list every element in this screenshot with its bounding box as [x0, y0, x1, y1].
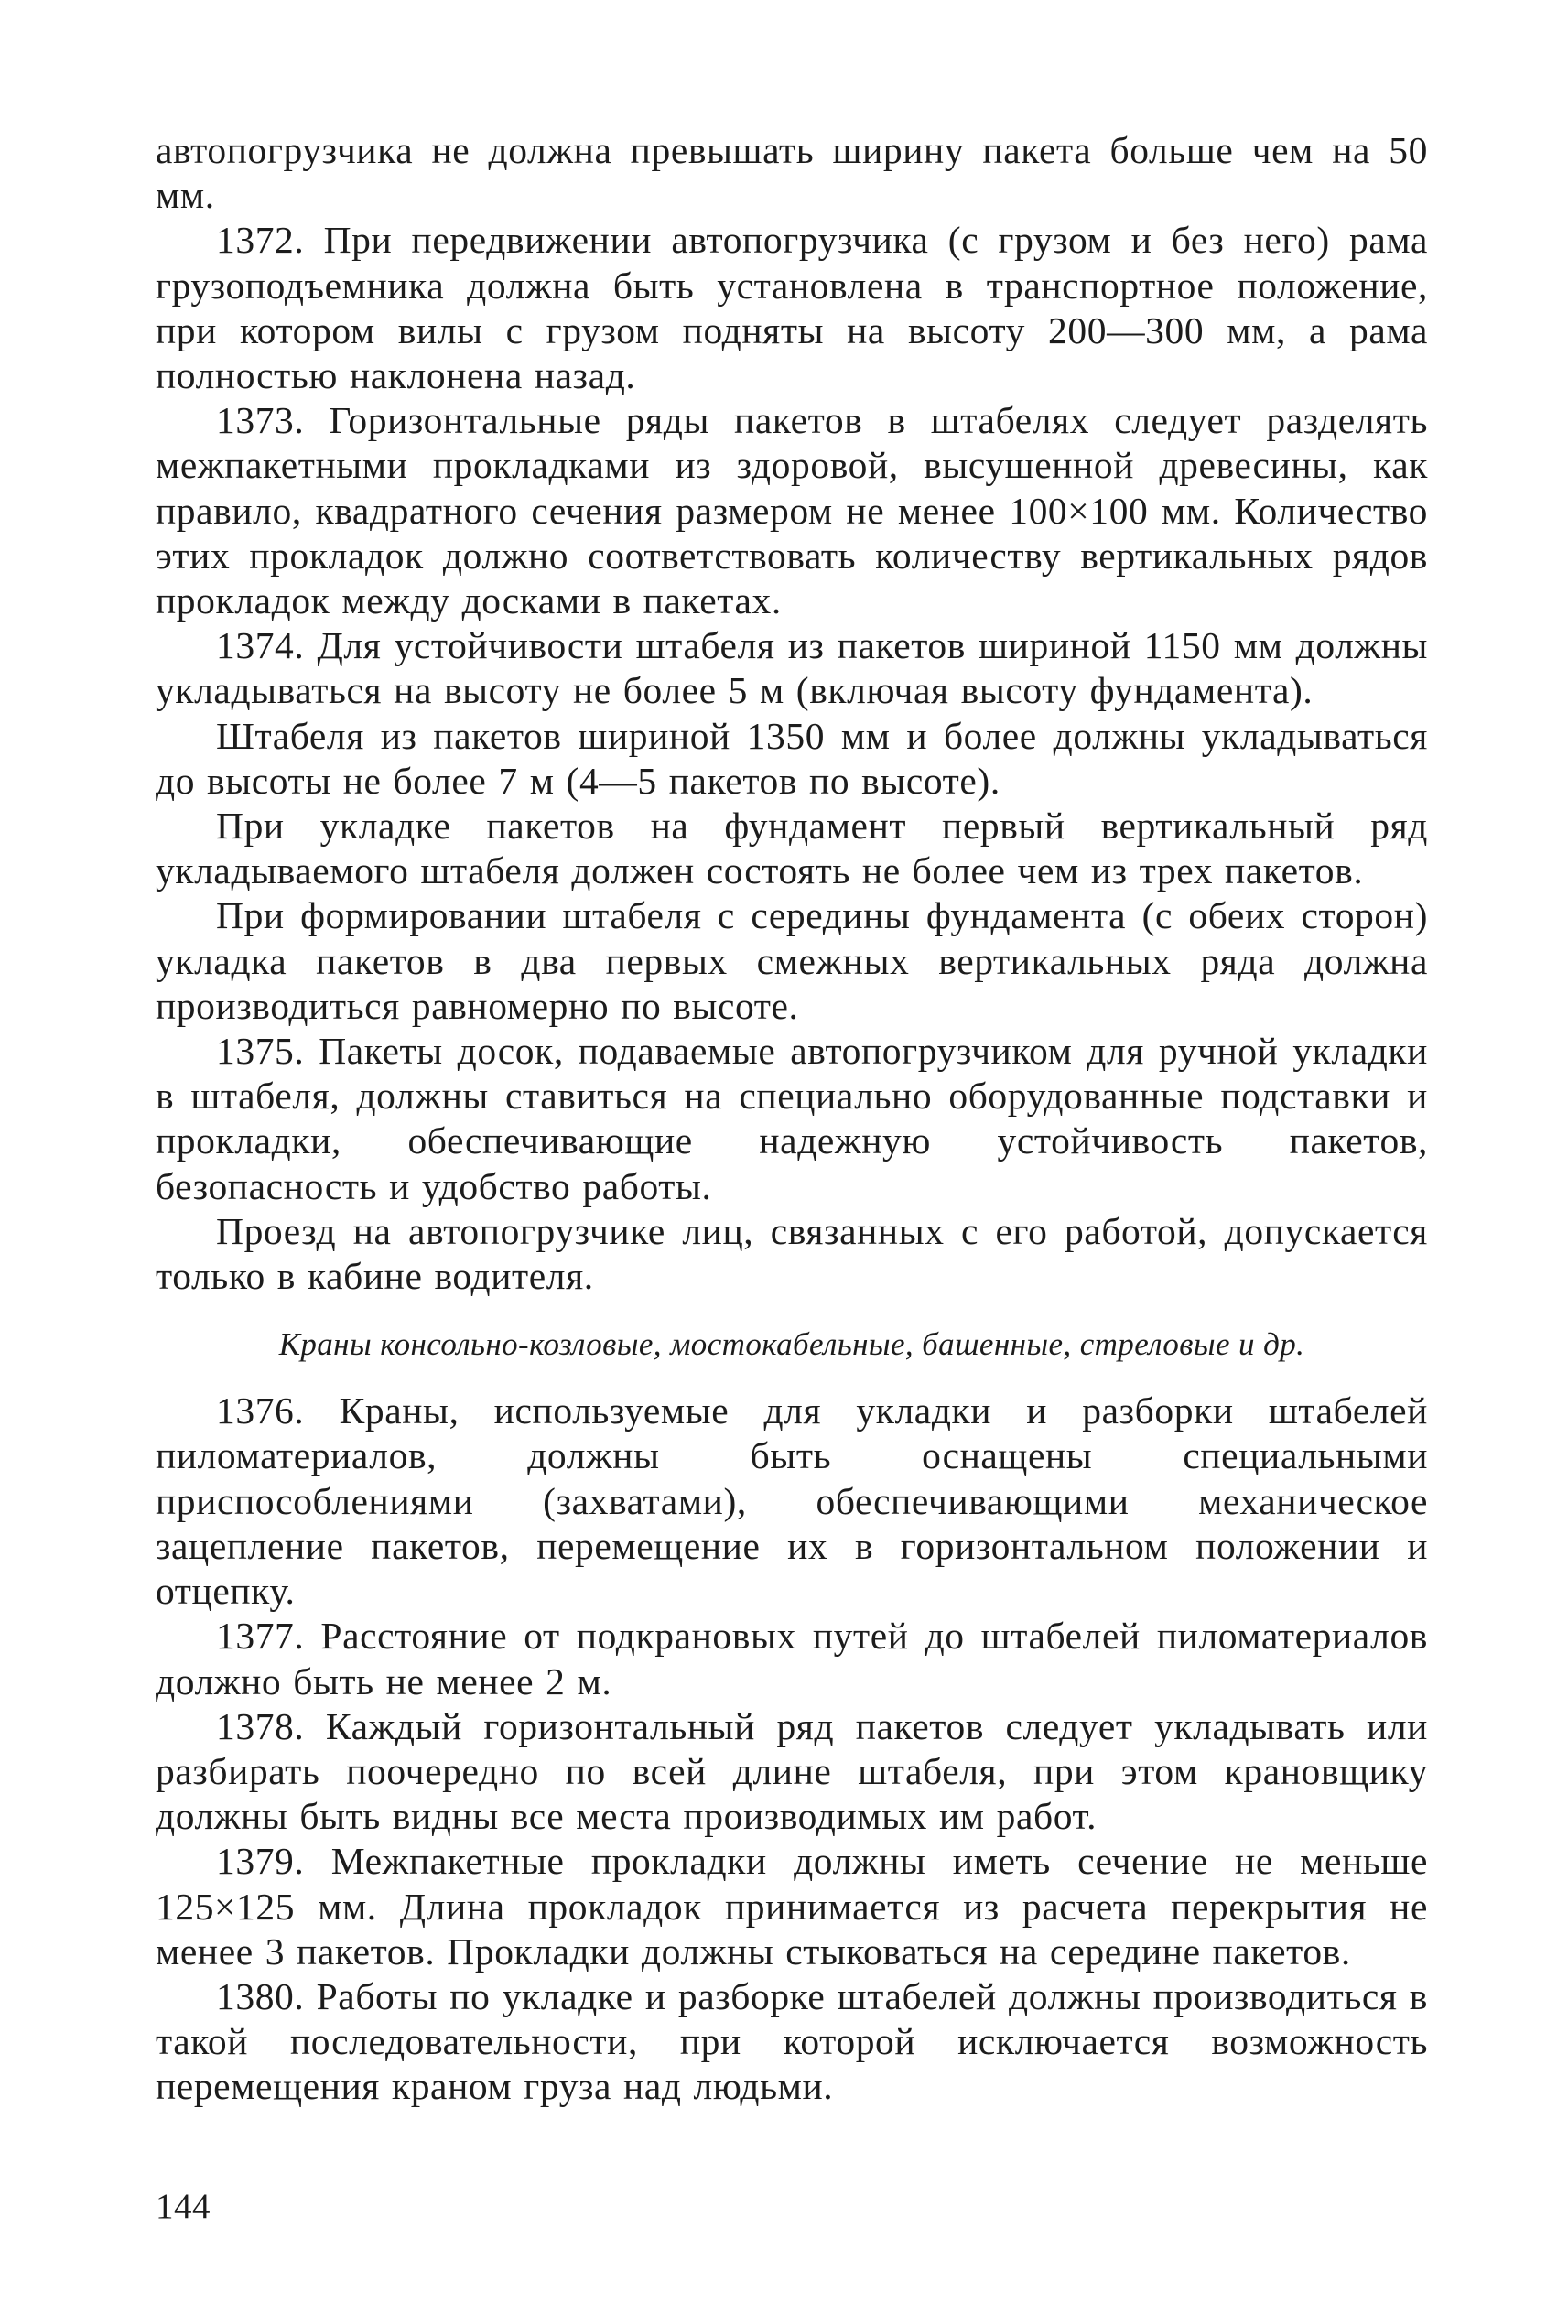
paragraph-1375: 1375. Пакеты досок, подаваемые автопогрузчиком для ручной укладки в штабеля, должны ставиться на специально оборудованные подставки и прокладки, обеспечивающие надежную устойчивость пакетов, безопасность и удобство работы.: [156, 1030, 1428, 1207]
paragraph-1374: 1374. Для устойчивости штабеля из пакетов шириной 1150 мм должны укладываться на высоту не более 5 м (включая высоту фундамента).: [156, 624, 1428, 712]
paragraph-1376: 1376. Краны, используемые для укладки и разборки штабелей пиломатериалов, должны быть оснащены специальными приспособлениями (захватами), обеспечивающими механическое зацепление пакетов, перемещение их в горизонтальном положении и отцепку.: [156, 1389, 1428, 1613]
paragraph-continuation: автопогрузчика не должна превышать ширину пакета больше чем на 50 мм.: [156, 129, 1428, 217]
paragraph-1373: 1373. Горизонтальные ряды пакетов в штабелях следует разделять межпакетными прокладками из здоровой, высушенной древесины, как правило, квадратного сечения размером не менее 100×100 мм. Количество этих прокладок должно соответствовать количеству вертикальных рядов прокладок между досками в пакетах.: [156, 399, 1428, 622]
paragraph-1374-center-forming: При формировании штабеля с середины фундамента (с обеих сторон) укладка пакетов в два первых смежных вертикальных ряда должна производиться равномерно по высоте.: [156, 894, 1428, 1027]
paragraph-1379: 1379. Межпакетные прокладки должны иметь сечение не меньше 125×125 мм. Длина прокладок принимается из расчета перекрытия не менее 3 пакетов. Прокладки должны стыковаться на середине пакетов.: [156, 1840, 1428, 1973]
paragraph-1374-foundation-row: При укладке пакетов на фундамент первый вертикальный ряд укладываемого штабеля должен состоять не более чем из трех пакетов.: [156, 805, 1428, 892]
paragraph-1374-stacks-1350: Штабеля из пакетов шириной 1350 мм и более должны укладываться до высоты не более 7 м (4—5 пакетов по высоте).: [156, 714, 1428, 802]
paragraph-1377: 1377. Расстояние от подкрановых путей до штабелей пиломатериалов должно быть не менее 2 м.: [156, 1615, 1428, 1702]
paragraph-1375-passengers: Проезд на автопогрузчике лиц, связанных с его работой, допускается только в кабине водителя.: [156, 1209, 1428, 1298]
paragraph-1380: 1380. Работы по укладке и разборке штабелей должны производиться в такой последовательности, при которой исключается возможность перемещения краном груза над людьми.: [156, 1974, 1428, 2108]
document-page: [156, 128, 1428, 2110]
page-number: 144: [156, 2187, 211, 2226]
section-heading-cranes: Краны консольно-козловые, мостокабельные, башенные, стреловые и др.: [278, 1326, 1305, 1363]
paragraph-1378: 1378. Каждый горизонтальный ряд пакетов следует укладывать или разбирать поочередно по всей длине штабеля, при этом крановщику должны быть видны все места производимых им работ.: [156, 1704, 1428, 1838]
paragraph-1372: 1372. При передвижении автопогрузчика (с грузом и без него) рама грузоподъемника должна быть установлена в транспортное положение, при котором вилы с грузом подняты на высоту 200—300 мм, а рама полностью наклонена назад.: [156, 219, 1428, 397]
